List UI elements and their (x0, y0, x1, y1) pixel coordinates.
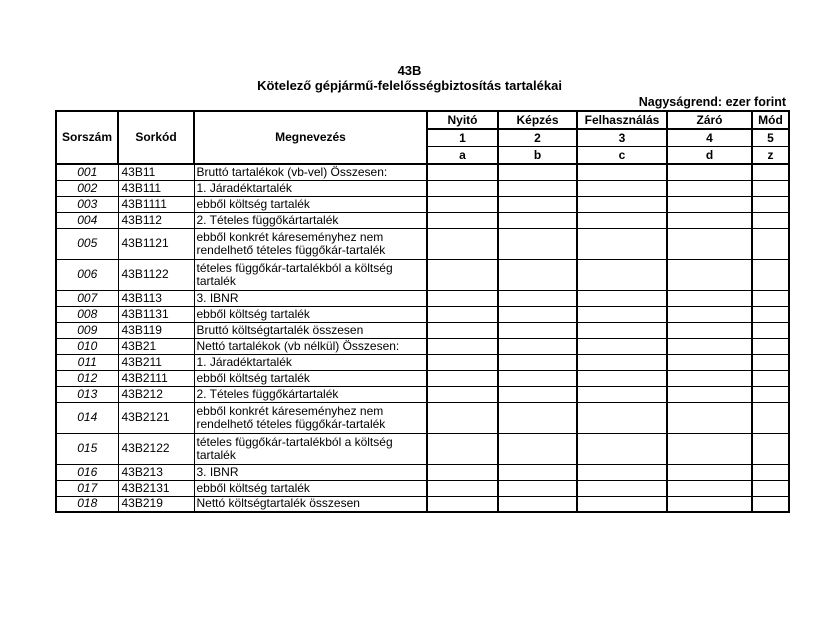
value-cell[interactable] (577, 164, 667, 180)
row-number: 002 (56, 180, 118, 196)
table-row (56, 354, 789, 370)
header-col-letter: z (752, 147, 789, 165)
value-cell[interactable] (498, 370, 577, 386)
value-cell[interactable] (427, 496, 498, 512)
header-col-name: Képzés (498, 111, 577, 129)
value-cell[interactable] (667, 196, 752, 212)
table-row (56, 402, 789, 433)
value-cell[interactable] (667, 496, 752, 512)
value-cell[interactable] (498, 196, 577, 212)
row-number: 018 (56, 496, 118, 512)
row-name: Nettó költségtartalék összesen (194, 496, 427, 512)
value-cell[interactable] (498, 354, 577, 370)
header-col-num: 2 (498, 129, 577, 147)
value-cell[interactable] (498, 480, 577, 496)
form-title: Kötelező gépjármű-felelősségbiztosítás tartalékai (257, 78, 562, 93)
value-cell[interactable] (577, 322, 667, 338)
value-cell[interactable] (752, 386, 789, 402)
value-cell[interactable] (498, 290, 577, 306)
row-name: tételes függőkár-tartalékból a költség tartalék (194, 433, 427, 464)
table-row (56, 196, 789, 212)
row-number: 005 (56, 228, 118, 259)
value-cell[interactable] (427, 322, 498, 338)
row-code: 43B2111 (118, 370, 194, 386)
unit-label: Nagyságrend: ezer forint (638, 95, 786, 109)
value-cell[interactable] (577, 290, 667, 306)
value-cell[interactable] (752, 259, 789, 290)
value-cell[interactable] (427, 338, 498, 354)
value-cell[interactable] (498, 402, 577, 433)
row-code: 43B111 (118, 180, 194, 196)
row-code: 43B112 (118, 212, 194, 228)
row-name: ebből költség tartalék (194, 196, 427, 212)
row-name: 2. Tételes függőkártartalék (194, 386, 427, 402)
table-row (56, 480, 789, 496)
table-row (56, 433, 789, 464)
value-cell[interactable] (752, 338, 789, 354)
table-row (56, 386, 789, 402)
row-code: 43B211 (118, 354, 194, 370)
value-cell[interactable] (577, 196, 667, 212)
row-code: 43B213 (118, 464, 194, 480)
row-name: ebből költség tartalék (194, 480, 427, 496)
value-cell[interactable] (577, 386, 667, 402)
row-name: Bruttó tartalékok (vb-vel) Összesen: (194, 164, 427, 180)
row-name: 1. Járadéktartalék (194, 354, 427, 370)
row-number: 010 (56, 338, 118, 354)
value-cell[interactable] (427, 480, 498, 496)
row-number: 014 (56, 402, 118, 433)
value-cell[interactable] (752, 228, 789, 259)
value-cell[interactable] (752, 290, 789, 306)
value-cell[interactable] (427, 386, 498, 402)
row-code: 43B119 (118, 322, 194, 338)
header-col-name: Záró (667, 111, 752, 129)
row-code: 43B212 (118, 386, 194, 402)
row-name: 3. IBNR (194, 464, 427, 480)
reserves-table (55, 110, 790, 513)
row-number: 011 (56, 354, 118, 370)
value-cell[interactable] (498, 180, 577, 196)
value-cell[interactable] (577, 480, 667, 496)
table-row (56, 338, 789, 354)
value-cell[interactable] (667, 290, 752, 306)
header-col-num: 3 (577, 129, 667, 147)
header-col-num: 4 (667, 129, 752, 147)
value-cell[interactable] (498, 496, 577, 512)
header-col-name: Nyitó (427, 111, 498, 129)
row-number: 009 (56, 322, 118, 338)
row-code: 43B2131 (118, 480, 194, 496)
value-cell[interactable] (498, 164, 577, 180)
value-cell[interactable] (577, 259, 667, 290)
value-cell[interactable] (498, 306, 577, 322)
row-number: 016 (56, 464, 118, 480)
header-sorkod: Sorkód (118, 111, 194, 164)
row-number: 001 (56, 164, 118, 180)
row-number: 006 (56, 259, 118, 290)
table-row (56, 212, 789, 228)
value-cell[interactable] (427, 370, 498, 386)
table-row (56, 180, 789, 196)
value-cell[interactable] (667, 259, 752, 290)
value-cell[interactable] (577, 212, 667, 228)
row-code: 43B1131 (118, 306, 194, 322)
value-cell[interactable] (427, 259, 498, 290)
value-cell[interactable] (752, 180, 789, 196)
value-cell[interactable] (498, 228, 577, 259)
value-cell[interactable] (577, 180, 667, 196)
value-cell[interactable] (577, 402, 667, 433)
row-code: 43B11 (118, 164, 194, 180)
value-cell[interactable] (427, 290, 498, 306)
value-cell[interactable] (427, 464, 498, 480)
value-cell[interactable] (667, 480, 752, 496)
header-megnevezes: Megnevezés (194, 111, 427, 164)
value-cell[interactable] (498, 259, 577, 290)
value-cell[interactable] (427, 164, 498, 180)
row-number: 007 (56, 290, 118, 306)
row-code: 43B1111 (118, 196, 194, 212)
row-number: 015 (56, 433, 118, 464)
value-cell[interactable] (752, 164, 789, 180)
table-row (56, 259, 789, 290)
value-cell[interactable] (667, 354, 752, 370)
row-number: 017 (56, 480, 118, 496)
value-cell[interactable] (498, 338, 577, 354)
table-row (56, 228, 789, 259)
row-name: 3. IBNR (194, 290, 427, 306)
value-cell[interactable] (752, 402, 789, 433)
value-cell[interactable] (498, 433, 577, 464)
row-code: 43B2122 (118, 433, 194, 464)
value-cell[interactable] (752, 212, 789, 228)
header-col-name: Mód (752, 111, 789, 129)
value-cell[interactable] (752, 354, 789, 370)
form-code: 43B (397, 63, 422, 78)
value-cell[interactable] (498, 386, 577, 402)
value-cell[interactable] (427, 228, 498, 259)
row-name: 1. Járadéktartalék (194, 180, 427, 196)
value-cell[interactable] (577, 306, 667, 322)
row-name: 2. Tételes függőkártartalék (194, 212, 427, 228)
value-cell[interactable] (667, 386, 752, 402)
table-row (56, 290, 789, 306)
row-number: 003 (56, 196, 118, 212)
value-cell[interactable] (667, 306, 752, 322)
value-cell[interactable] (667, 322, 752, 338)
value-cell[interactable] (427, 354, 498, 370)
value-cell[interactable] (752, 370, 789, 386)
value-cell[interactable] (577, 433, 667, 464)
value-cell[interactable] (427, 306, 498, 322)
value-cell[interactable] (427, 212, 498, 228)
row-code: 43B21 (118, 338, 194, 354)
value-cell[interactable] (427, 402, 498, 433)
value-cell[interactable] (752, 433, 789, 464)
value-cell[interactable] (427, 196, 498, 212)
value-cell[interactable] (667, 212, 752, 228)
row-name: ebből költség tartalék (194, 306, 427, 322)
value-cell[interactable] (498, 464, 577, 480)
value-cell[interactable] (667, 338, 752, 354)
row-name: ebből költség tartalék (194, 370, 427, 386)
table-row (56, 322, 789, 338)
value-cell[interactable] (667, 433, 752, 464)
header-col-num: 1 (427, 129, 498, 147)
row-name: Bruttó költségtartalék összesen (194, 322, 427, 338)
table-body (56, 164, 789, 512)
value-cell[interactable] (752, 496, 789, 512)
value-cell[interactable] (577, 228, 667, 259)
value-cell[interactable] (667, 164, 752, 180)
value-cell[interactable] (577, 338, 667, 354)
header-col-letter: d (667, 147, 752, 165)
table-row (56, 496, 789, 512)
value-cell[interactable] (752, 480, 789, 496)
value-cell[interactable] (498, 322, 577, 338)
value-cell[interactable] (667, 228, 752, 259)
value-cell[interactable] (667, 464, 752, 480)
table-row (56, 464, 789, 480)
value-cell[interactable] (752, 196, 789, 212)
value-cell[interactable] (752, 322, 789, 338)
value-cell[interactable] (577, 354, 667, 370)
header-col-name: Felhasználás (577, 111, 667, 129)
row-number: 004 (56, 212, 118, 228)
row-code: 43B113 (118, 290, 194, 306)
row-name: Nettó tartalékok (vb nélkül) Összesen: (194, 338, 427, 354)
value-cell[interactable] (577, 496, 667, 512)
row-name: ebből konkrét káreseményhez nem rendelhető tételes függőkár-tartalék (194, 402, 427, 433)
row-code: 43B219 (118, 496, 194, 512)
row-code: 43B2121 (118, 402, 194, 433)
value-cell[interactable] (577, 464, 667, 480)
value-cell[interactable] (667, 180, 752, 196)
header-col-num: 5 (752, 129, 789, 147)
value-cell[interactable] (427, 180, 498, 196)
header-sorszam: Sorszám (56, 111, 118, 164)
row-code: 43B1122 (118, 259, 194, 290)
row-number: 013 (56, 386, 118, 402)
value-cell[interactable] (498, 212, 577, 228)
value-cell[interactable] (577, 370, 667, 386)
header-col-letter: c (577, 147, 667, 165)
table-row (56, 306, 789, 322)
table-row (56, 164, 789, 180)
row-code: 43B1121 (118, 228, 194, 259)
value-cell[interactable] (752, 306, 789, 322)
value-cell[interactable] (427, 433, 498, 464)
header-col-letter: a (427, 147, 498, 165)
value-cell[interactable] (667, 370, 752, 386)
header-col-letter: b (498, 147, 577, 165)
row-name: ebből konkrét káreseményhez nem rendelhető tételes függőkár-tartalék (194, 228, 427, 259)
value-cell[interactable] (667, 402, 752, 433)
row-name: tételes függőkár-tartalékból a költség tartalék (194, 259, 427, 290)
table-row (56, 370, 789, 386)
row-number: 012 (56, 370, 118, 386)
row-number: 008 (56, 306, 118, 322)
value-cell[interactable] (752, 464, 789, 480)
